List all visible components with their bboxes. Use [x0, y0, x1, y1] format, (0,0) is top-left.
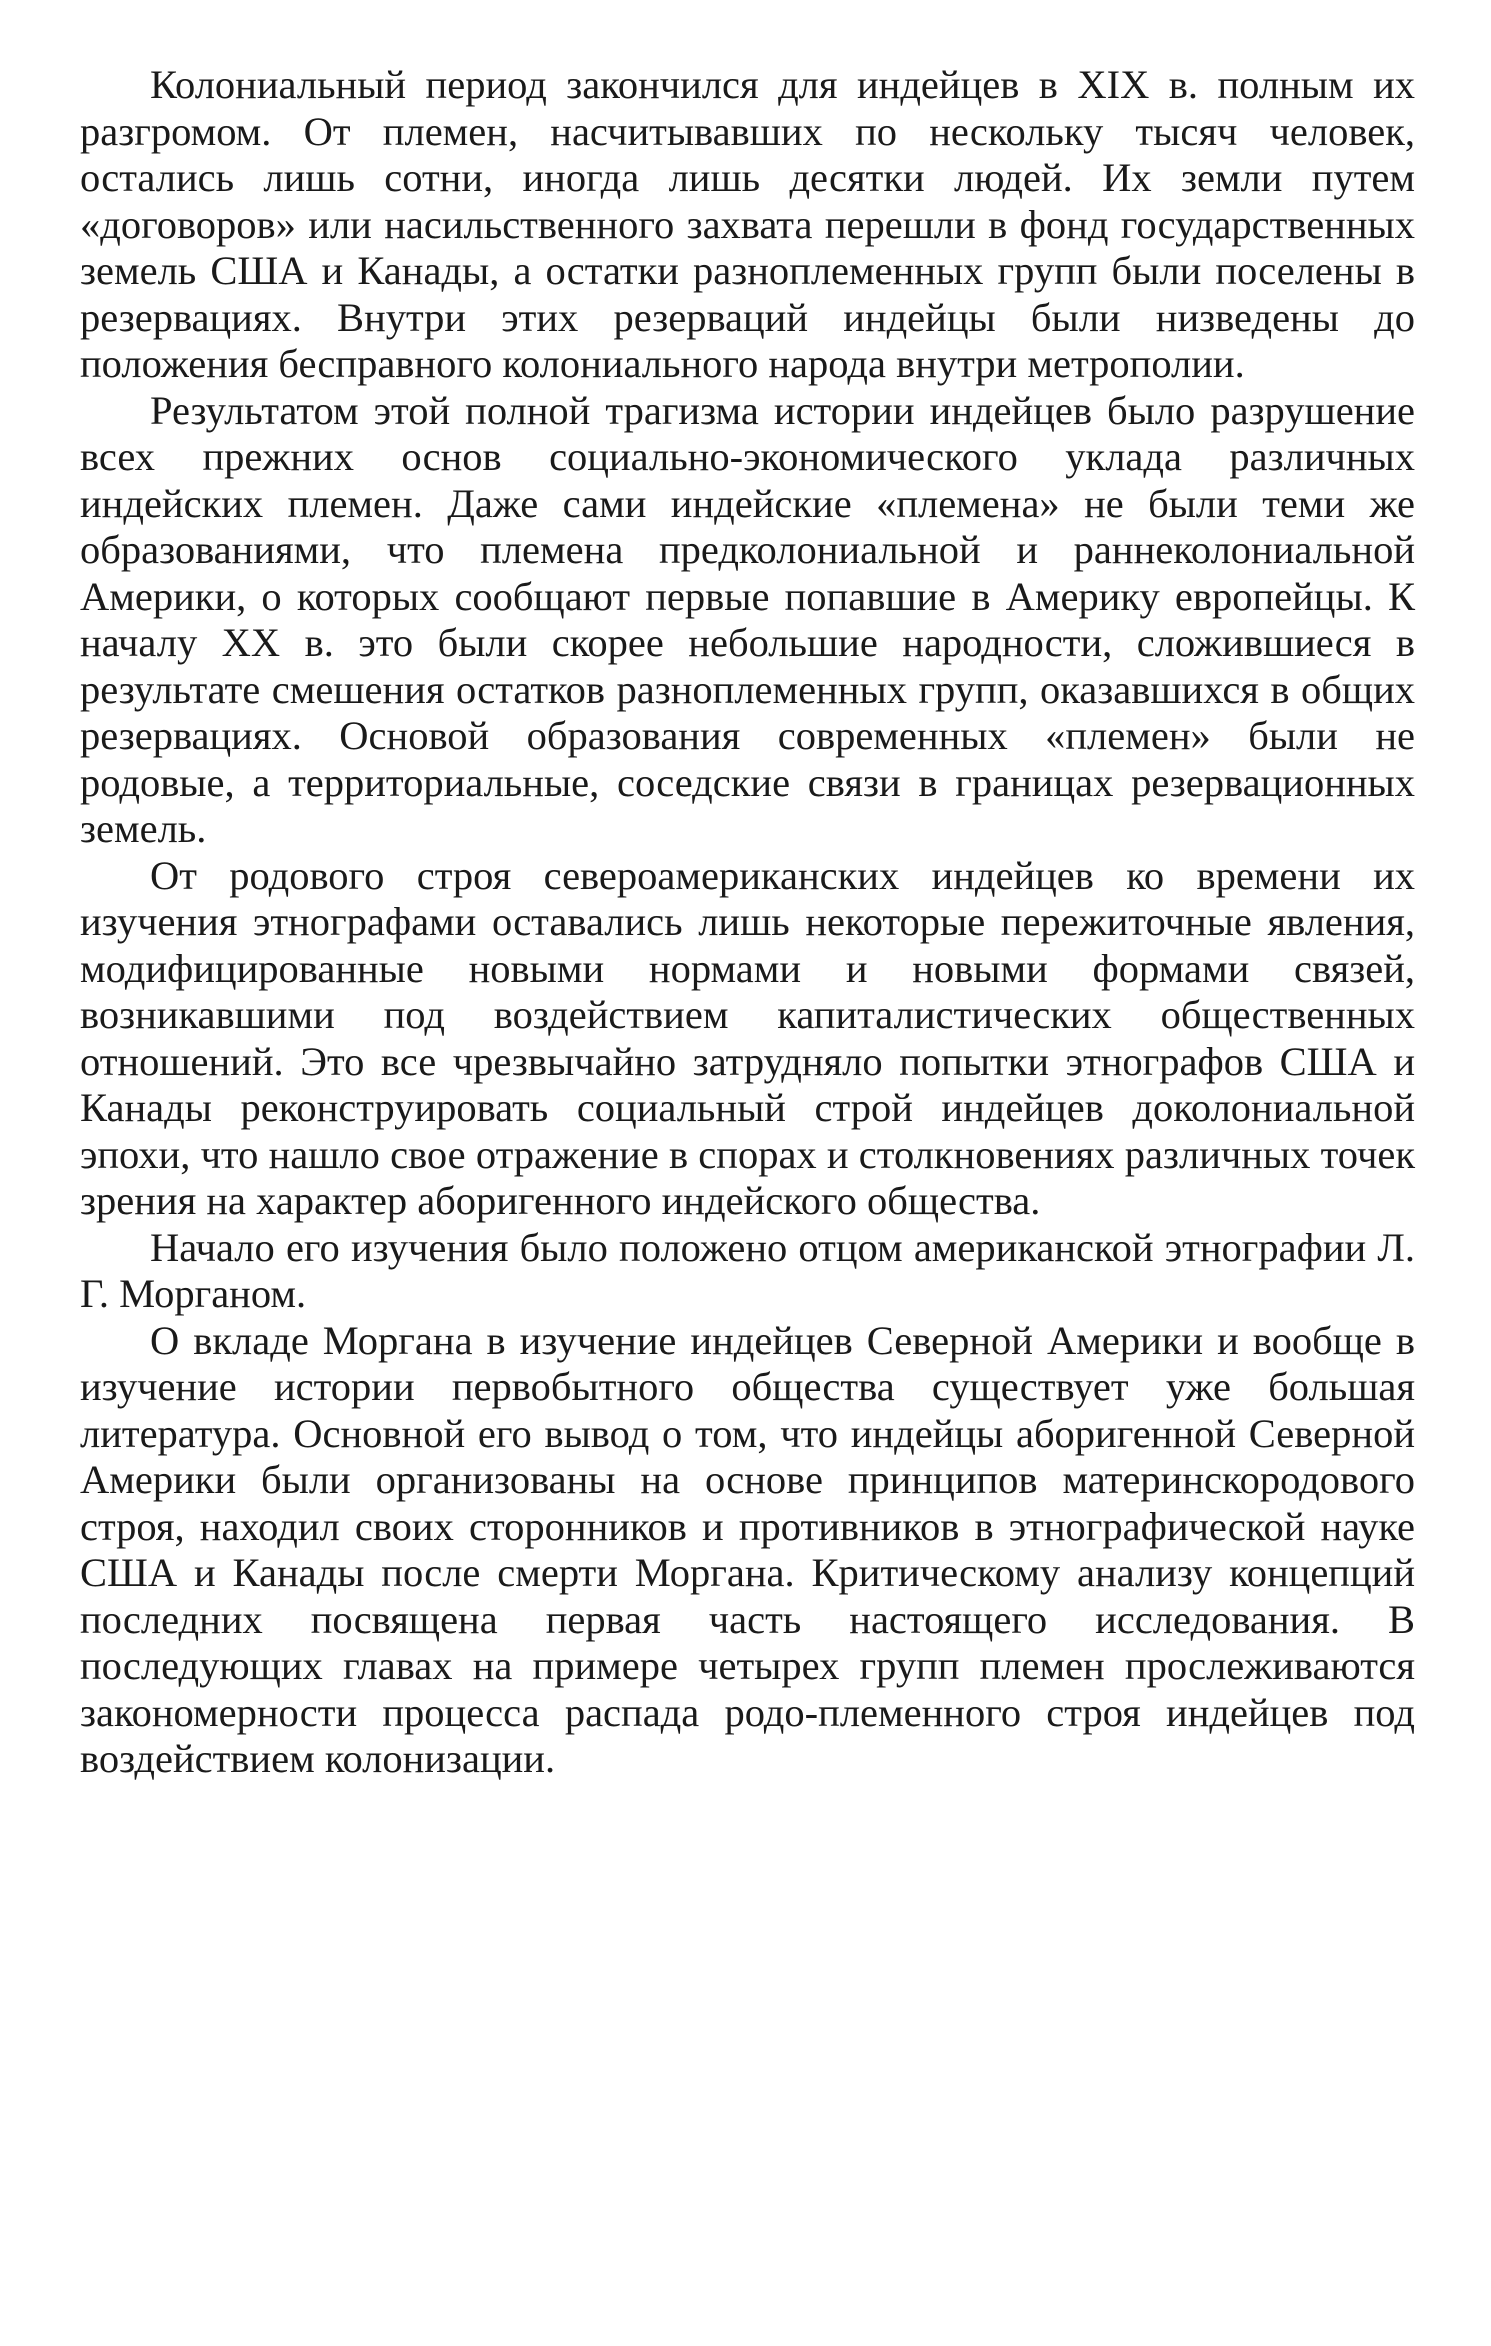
paragraph-5: О вкладе Моргана в изучение индейцев Северной Америки и вообще в изучение истории первобытного общества существует уже большая литература. Основной его вывод о том, что индейцы аборигенной Северной Америки были организованы на основе принципов материнскородового строя, находил своих сторонников и противников в этнографической науке США и Канады после смерти Моргана. Критическому анализу концепций последних посвящена первая часть настоящего исследования. В последующих главах на примере четырех групп племен прослеживаются закономерности процесса распада родо-племенного строя индейцев под воздействием колонизации. [80, 1317, 1415, 1781]
document-page [80, 62, 1415, 1783]
paragraph-3: От родового строя североамериканских индейцев ко времени их изучения этнографами оставались лишь некоторые пережиточные явления, модифицированные новыми нормами и новыми формами связей, возникавшими под воздействием капиталистических общественных отношений. Это все чрезвычайно затрудняло попытки этнографов США и Канады реконструировать социальный строй индейцев доколониальной эпохи, что нашло свое отражение в спорах и столкновениях различных точек зрения на характер аборигенного индейского общества. [80, 852, 1415, 1223]
paragraph-1: Колониальный период закончился для индейцев в XIX в. полным их разгромом. От племен, насчитывавших по нескольку тысяч человек, остались лишь сотни, иногда лишь десятки людей. Их земли путем «договоров» или насильственного захвата перешли в фонд государственных земель США и Канады, а остатки разноплеменных групп были поселены в резервациях. Внутри этих резерваций индейцы были низведены до положения бесправного колониального народа внутри метрополии. [80, 62, 1415, 386]
paragraph-4: Начало его изучения было положено отцом американской этнографии Л. Г. Морганом. [80, 1224, 1415, 1316]
paragraph-2: Результатом этой полной трагизма истории индейцев было разрушение всех прежних основ социально-экономического уклада различных индейских племен. Даже сами индейские «племена» не были теми же образованиями, что племена предколониальной и раннеколониальной Америки, о которых сообщают первые попавшие в Америку европейцы. К началу XX в. это были скорее небольшие народности, сложившиеся в результате смешения остатков разноплеменных групп, оказавшихся в общих резервациях. Основой образования современных «племен» были не родовые, а территориальные, соседские связи в границах резервационных земель. [80, 387, 1415, 851]
